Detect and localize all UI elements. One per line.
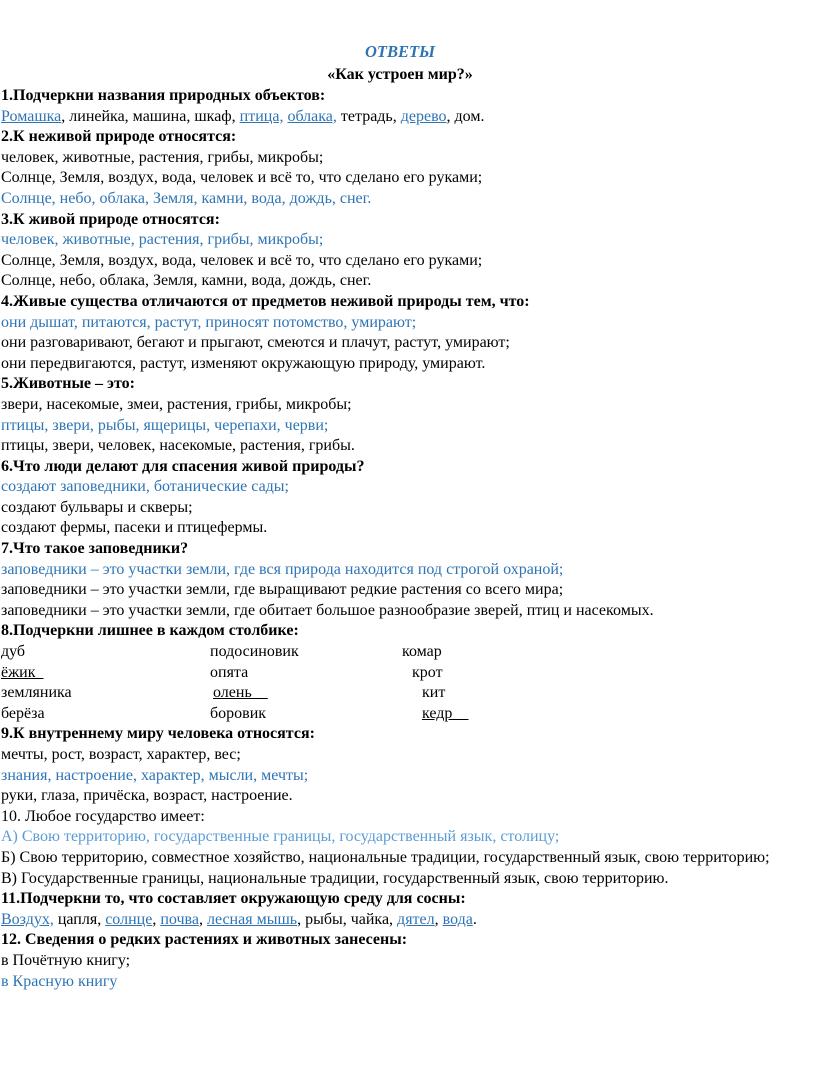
- option-correct: знания, настроение, характер, мысли, мечты;: [1, 766, 309, 784]
- word-columns-row: [0, 642, 800, 663]
- option-correct: Солнце, небо, облака, Земля, камни, вода, дождь, снег.: [1, 189, 372, 207]
- option: Солнце, Земля, воздух, вода, человек и всё то, что сделано его руками;: [1, 251, 483, 269]
- option: звери, насекомые, змеи, растения, грибы, микробы;: [1, 395, 352, 413]
- answer-text: , рыбы, чайка,: [297, 910, 398, 928]
- word-cell: земляника: [1, 684, 72, 702]
- option-correct: заповедники – это участки земли, где вся природа находится под строгой охраной;: [1, 560, 564, 578]
- question-12: 12. Сведения о редких растениях и животных занесены:: [1, 931, 408, 949]
- word-columns-row: [0, 683, 800, 704]
- option-correct: А) Свою территорию, государственные границы, государственный язык, столицу;: [1, 828, 560, 846]
- option-correct: в Красную книгу: [1, 972, 118, 990]
- answer-word: Ромашка: [1, 107, 62, 125]
- word-cell: кит: [422, 684, 446, 702]
- word-cell-wrap: [210, 683, 402, 704]
- option: Солнце, небо, облака, Земля, камни, вода, дождь, снег.: [1, 272, 372, 290]
- answer-line-11: [0, 910, 800, 931]
- answer-text: .: [472, 910, 477, 928]
- word-cell: берёза: [1, 704, 45, 722]
- answer-text: тетрадь,: [336, 107, 401, 125]
- answer-word: дятел: [397, 910, 435, 928]
- answer-text: , линейка, машина, шкаф,: [61, 107, 240, 125]
- option: в Почётную книгу;: [1, 951, 131, 969]
- option-correct: создают заповедники, ботанические сады;: [1, 478, 289, 496]
- answer-word: птица,: [239, 107, 284, 125]
- question-2: 2.К неживой природе относятся:: [1, 128, 237, 146]
- question-10: 10. Любое государство имеет:: [1, 807, 205, 825]
- question-6: 6.Что люди делают для спасения живой природы?: [1, 457, 365, 475]
- option: заповедники – это участки земли, где выращивают редкие растения со всего мира;: [1, 581, 564, 599]
- option: создают фермы, пасеки и птицефермы.: [1, 519, 268, 537]
- word-cell: дуб: [1, 643, 26, 661]
- answer-text: ,: [198, 910, 207, 928]
- answer-word: лесная мышь: [206, 910, 298, 928]
- word-cell-wrap: [1, 663, 210, 684]
- question-8: 8.Подчеркни лишнее в каждом столбике:: [1, 622, 299, 640]
- document-title: ОТВЕТЫ: [364, 42, 436, 61]
- word-cell-wrap: [402, 704, 622, 725]
- option: Б) Свою территорию, совместное хозяйство, национальные традиции, государственный язык, свою территорию;: [1, 848, 770, 866]
- option: мечты, рост, возраст, характер, вес;: [1, 746, 241, 763]
- answer-word: почва: [160, 910, 199, 928]
- word-columns-row: [0, 663, 800, 684]
- answer-word: дерево: [400, 107, 447, 125]
- answer-line-1: [0, 107, 800, 128]
- answer-text: цапля,: [53, 910, 106, 928]
- option-correct: человек, животные, растения, грибы, микробы;: [1, 231, 324, 249]
- question-1: 1.Подчеркни названия природных объектов:: [1, 87, 326, 104]
- answer-word: вода: [442, 910, 473, 928]
- word-cell: опята: [210, 663, 249, 681]
- word-cell: крот: [412, 663, 443, 681]
- word-cell: комар: [402, 643, 442, 661]
- option: птицы, звери, человек, насекомые, растения, грибы.: [1, 437, 355, 455]
- word-cell-underlined: олень: [213, 684, 268, 702]
- option: они передвигаются, растут, изменяют окружающую природу, умирают.: [1, 354, 486, 372]
- question-5: 5.Животные – это:: [1, 375, 135, 393]
- answer-word: солнце: [105, 910, 153, 928]
- answer-word: облака,: [287, 107, 337, 125]
- document-subtitle: «Как устроен мир?»: [327, 66, 473, 83]
- option: В) Государственные границы, национальные традиции, государственный язык, свою территорию.: [1, 869, 669, 887]
- option: человек, животные, растения, грибы, микробы;: [1, 148, 324, 166]
- option: заповедники – это участки земли, где обитает большое разнообразие зверей, птиц и насекомых.: [1, 601, 654, 619]
- word-cell: боровик: [210, 704, 267, 722]
- option-correct: птицы, звери, рыбы, ящерицы, черепахи, черви;: [1, 416, 329, 434]
- word-cell-underlined: кедр__: [422, 704, 469, 722]
- question-3: 3.К живой природе относятся:: [1, 210, 220, 228]
- word-cell: подосиновик: [210, 643, 299, 661]
- answer-text: ,: [152, 910, 161, 928]
- question-11: 11.Подчеркни то, что составляет окружающую среду для сосны:: [1, 890, 466, 908]
- option: Солнце, Земля, воздух, вода, человек и всё то, что сделано его руками;: [1, 169, 483, 187]
- answer-text: ,: [434, 910, 443, 928]
- question-7: 7.Что такое заповедники?: [1, 540, 189, 558]
- option-correct: они дышат, питаются, растут, приносят потомство, умирают;: [1, 313, 417, 331]
- option: они разговаривают, бегают и прыгают, смеются и плачут, растут, умирают;: [1, 334, 510, 352]
- question-9: 9.К внутреннему миру человека относятся:: [1, 725, 315, 743]
- answer-text: , дом.: [446, 107, 485, 125]
- word-columns-row: [0, 704, 800, 725]
- option: руки, глаза, причёска, возраст, настроение.: [1, 787, 293, 805]
- document-content: [0, 40, 800, 992]
- answer-word: Воздух,: [1, 910, 54, 928]
- option: создают бульвары и скверы;: [1, 498, 193, 516]
- question-4: 4.Живые существа отличаются от предметов неживой природы тем, что:: [1, 292, 530, 310]
- word-cell-underlined: ёжик: [1, 663, 44, 681]
